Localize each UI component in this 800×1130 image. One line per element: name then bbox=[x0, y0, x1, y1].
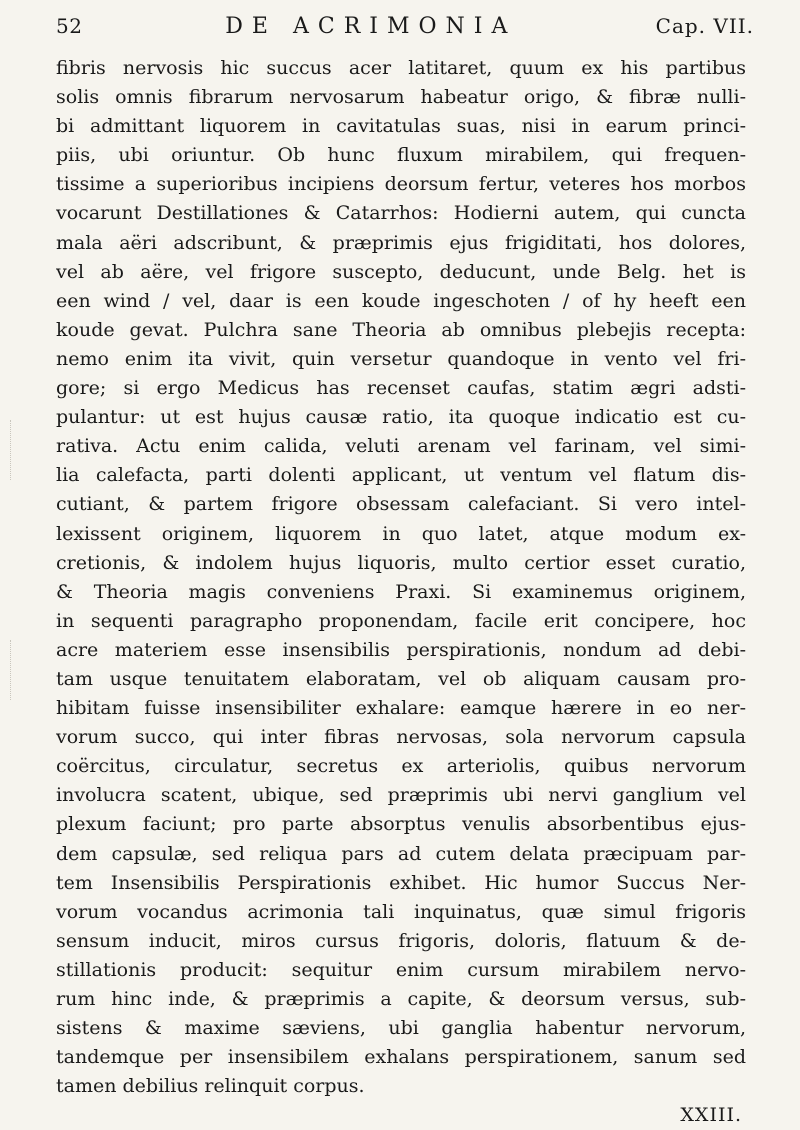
text-line: gore; si ergo Medicus has recenset caufas, statim ægri adsti- bbox=[56, 377, 746, 400]
text-line: involucra scatent, ubique, sed præprimis ubi nervi ganglium vel bbox=[56, 784, 746, 807]
text-line: hibitam fuisse insensibiliter exhalare: eamque hærere in eo ner- bbox=[56, 697, 746, 720]
body-text bbox=[56, 54, 746, 1101]
text-line: & Theoria magis conveniens Praxi. Si examinemus originem, bbox=[56, 580, 746, 603]
text-line: tandemque per insensibilem exhalans perspirationem, sanum sed bbox=[56, 1046, 746, 1069]
margin-stain bbox=[10, 640, 21, 700]
chapter-label: Cap. VII. bbox=[655, 14, 754, 38]
text-line: dem capsulæ, sed reliqua pars ad cutem delata præcipuam par- bbox=[56, 842, 746, 865]
text-line: bi admittant liquorem in cavitatulas suas, nisi in earum princi- bbox=[56, 115, 746, 138]
text-line: sensum inducit, miros cursus frigoris, doloris, flatuum & de- bbox=[56, 929, 746, 952]
catchword: XXIII. bbox=[680, 1104, 742, 1127]
text-line: cretionis, & indolem hujus liquoris, multo certior esset curatio, bbox=[56, 551, 746, 574]
margin-stain bbox=[10, 420, 21, 480]
text-line: mala aëri adscribunt, & præprimis ejus frigiditati, hos dolores, bbox=[56, 231, 746, 254]
text-line: vel ab aëre, vel frigore suscepto, deducunt, unde Belg. het is bbox=[56, 260, 746, 283]
text-line: lexissent originem, liquorem in quo latet, atque modum ex- bbox=[56, 522, 746, 545]
text-line: vocarunt Destillationes & Catarrhos: Hodierni autem, qui cuncta bbox=[56, 202, 746, 225]
text-line: stillationis producit: sequitur enim cursum mirabilem nervo- bbox=[56, 958, 746, 981]
text-line: tam usque tenuitatem elaboratam, vel ob aliquam causam pro- bbox=[56, 667, 746, 690]
text-line: vorum succo, qui inter fibras nervosas, sola nervorum capsula bbox=[56, 726, 746, 749]
page-number: 52 bbox=[56, 14, 83, 38]
text-line: tamen debilius relinquit corpus. bbox=[56, 1075, 365, 1098]
text-line: cutiant, & partem frigore obsessam calefaciant. Si vero intel- bbox=[56, 493, 746, 516]
text-line: tissime a superioribus incipiens deorsum fertur, veteres hos morbos bbox=[56, 173, 746, 196]
text-line: koude gevat. Pulchra sane Theoria ab omnibus plebejis recepta: bbox=[56, 318, 746, 341]
text-line: sistens & maxime sæviens, ubi ganglia habentur nervorum, bbox=[56, 1017, 746, 1040]
text-line: tem Insensibilis Perspirationis exhibet. Hic humor Succus Ner- bbox=[56, 871, 746, 894]
text-line: pulantur: ut est hujus causæ ratio, ita quoque indicatio est cu- bbox=[56, 406, 746, 429]
text-line: plexum faciunt; pro parte absorptus venulis absorbentibus ejus- bbox=[56, 813, 746, 836]
text-line: nemo enim ita vivit, quin versetur quandoque in vento vel fri- bbox=[56, 347, 746, 370]
text-line: rum hinc inde, & præprimis a capite, & deorsum versus, sub- bbox=[56, 988, 746, 1010]
text-line: vorum vocandus acrimonia tali inquinatus, quæ simul frigoris bbox=[56, 900, 746, 923]
text-line: piis, ubi oriuntur. Ob hunc fluxum mirabilem, qui frequen- bbox=[56, 144, 746, 167]
text-line: coërcitus, circulatur, secretus ex arteriolis, quibus nervorum bbox=[56, 755, 746, 778]
text-line: fibris nervosis hic succus acer latitaret, quum ex his partibus bbox=[56, 57, 746, 79]
text-line: lia calefacta, parti dolenti applicant, ut ventum vel flatum dis- bbox=[56, 464, 746, 487]
text-line: acre materiem esse insensibilis perspirationis, nondum ad debi- bbox=[56, 638, 746, 661]
running-head bbox=[56, 14, 754, 48]
running-title: DE ACRIMONIA bbox=[225, 14, 517, 39]
text-line: solis omnis fibrarum nervosarum habeatur origo, & fibræ nulli- bbox=[56, 86, 746, 109]
text-line: rativa. Actu enim calida, veluti arenam vel farinam, vel simi- bbox=[56, 435, 746, 458]
text-line: een wind / vel, daar is een koude ingeschoten / of hy heeft een bbox=[56, 289, 746, 312]
text-line: in sequenti paragrapho proponendam, facile erit concipere, hoc bbox=[56, 609, 746, 632]
